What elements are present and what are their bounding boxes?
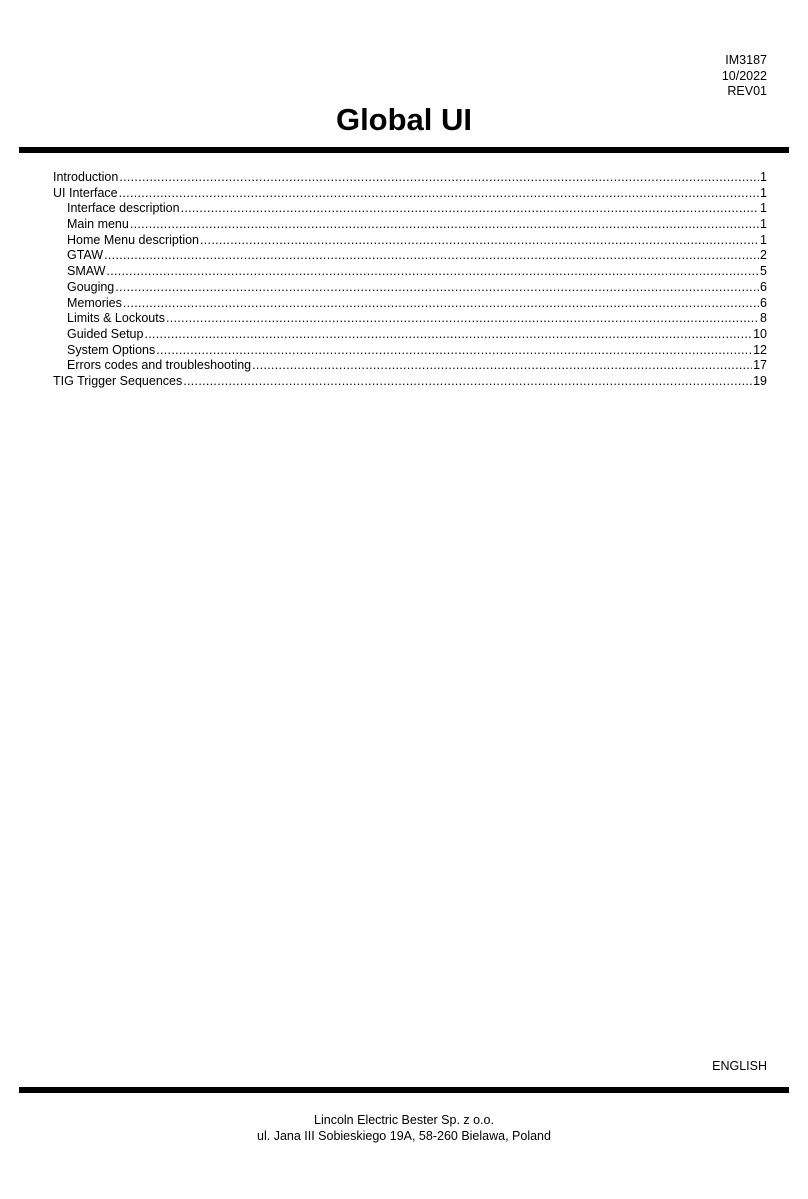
toc-dot-leader: [252, 358, 752, 374]
toc-dot-leader: [115, 280, 759, 296]
toc-entry-page: 1: [760, 170, 767, 184]
document-meta: [722, 53, 767, 100]
toc-entry[interactable]: [53, 311, 767, 327]
document-date: 10/2022: [721, 68, 767, 83]
toc-entry-label: Main menu: [67, 217, 129, 232]
top-divider: [19, 147, 789, 153]
toc-dot-leader: [200, 233, 759, 249]
toc-dot-leader: [130, 217, 759, 233]
toc-entry-page: 1: [760, 217, 767, 232]
toc-entry[interactable]: [53, 186, 767, 202]
toc-entry[interactable]: [53, 170, 767, 186]
language-label: ENGLISH: [712, 1059, 767, 1073]
toc-entry-page: 1: [760, 232, 767, 247]
document-number: IM3187: [725, 53, 767, 67]
toc-entry[interactable]: [53, 358, 767, 374]
toc-entry[interactable]: [53, 264, 767, 280]
toc-dot-leader: [106, 264, 759, 280]
toc-entry[interactable]: [53, 280, 767, 296]
toc-entry[interactable]: [53, 217, 767, 233]
toc-dot-leader: [166, 311, 759, 327]
footer-address: ul. Jana III Sobieskiego 19A, 58-260 Bielawa, Poland: [257, 1129, 551, 1143]
footer-company: Lincoln Electric Bester Sp. z o.o.: [314, 1113, 494, 1127]
toc-entry-page: 17: [753, 358, 767, 373]
document-revision: REV01: [727, 84, 767, 98]
toc-entry[interactable]: [53, 201, 767, 217]
toc-entry[interactable]: [53, 248, 767, 264]
toc-dot-leader: [183, 374, 752, 390]
toc-entry-label: GTAW: [67, 248, 104, 263]
toc-entry-page: 12: [753, 342, 767, 357]
toc-entry-page: 1: [760, 185, 767, 200]
toc-entry[interactable]: [53, 327, 767, 343]
toc-entry-page: 1: [760, 201, 767, 216]
toc-dot-leader: [156, 343, 752, 359]
toc-entry-label: System Options: [67, 342, 156, 357]
toc-entry-page: 8: [760, 311, 767, 326]
toc-entry-page: 10: [753, 326, 767, 341]
table-of-contents: [53, 170, 767, 390]
toc-entry-page: 6: [760, 279, 767, 294]
toc-entry-page: 5: [760, 264, 767, 279]
toc-entry[interactable]: [53, 343, 767, 359]
bottom-divider: [19, 1087, 789, 1093]
toc-entry-page: 6: [760, 295, 767, 310]
toc-dot-leader: [144, 327, 752, 343]
toc-entry-label: Gouging: [67, 279, 115, 294]
toc-entry-label: TIG Trigger Sequences: [53, 373, 183, 388]
toc-entry-label: Memories: [67, 295, 122, 310]
toc-entry-label: Home Menu description: [67, 232, 200, 247]
toc-dot-leader: [104, 248, 759, 264]
toc-dot-leader: [119, 170, 759, 186]
toc-entry[interactable]: [53, 374, 767, 390]
toc-entry-label: Introduction: [53, 170, 119, 184]
toc-entry-label: Limits & Lockouts: [67, 311, 165, 326]
toc-entry-label: Guided Setup: [67, 326, 144, 341]
toc-entry-label: Errors codes and troubleshooting: [67, 358, 252, 373]
document-title: Global UI: [335, 102, 473, 137]
toc-entry-page: 19: [753, 373, 767, 388]
toc-entry-label: UI Interface: [53, 185, 118, 200]
toc-entry-label: Interface description: [67, 201, 180, 216]
toc-dot-leader: [119, 186, 759, 202]
toc-entry[interactable]: [53, 296, 767, 312]
toc-dot-leader: [123, 296, 759, 312]
toc-dot-leader: [181, 201, 759, 217]
footer: [0, 1112, 808, 1144]
toc-entry-page: 2: [760, 248, 767, 263]
toc-entry-label: SMAW: [67, 264, 106, 279]
toc-entry[interactable]: [53, 233, 767, 249]
